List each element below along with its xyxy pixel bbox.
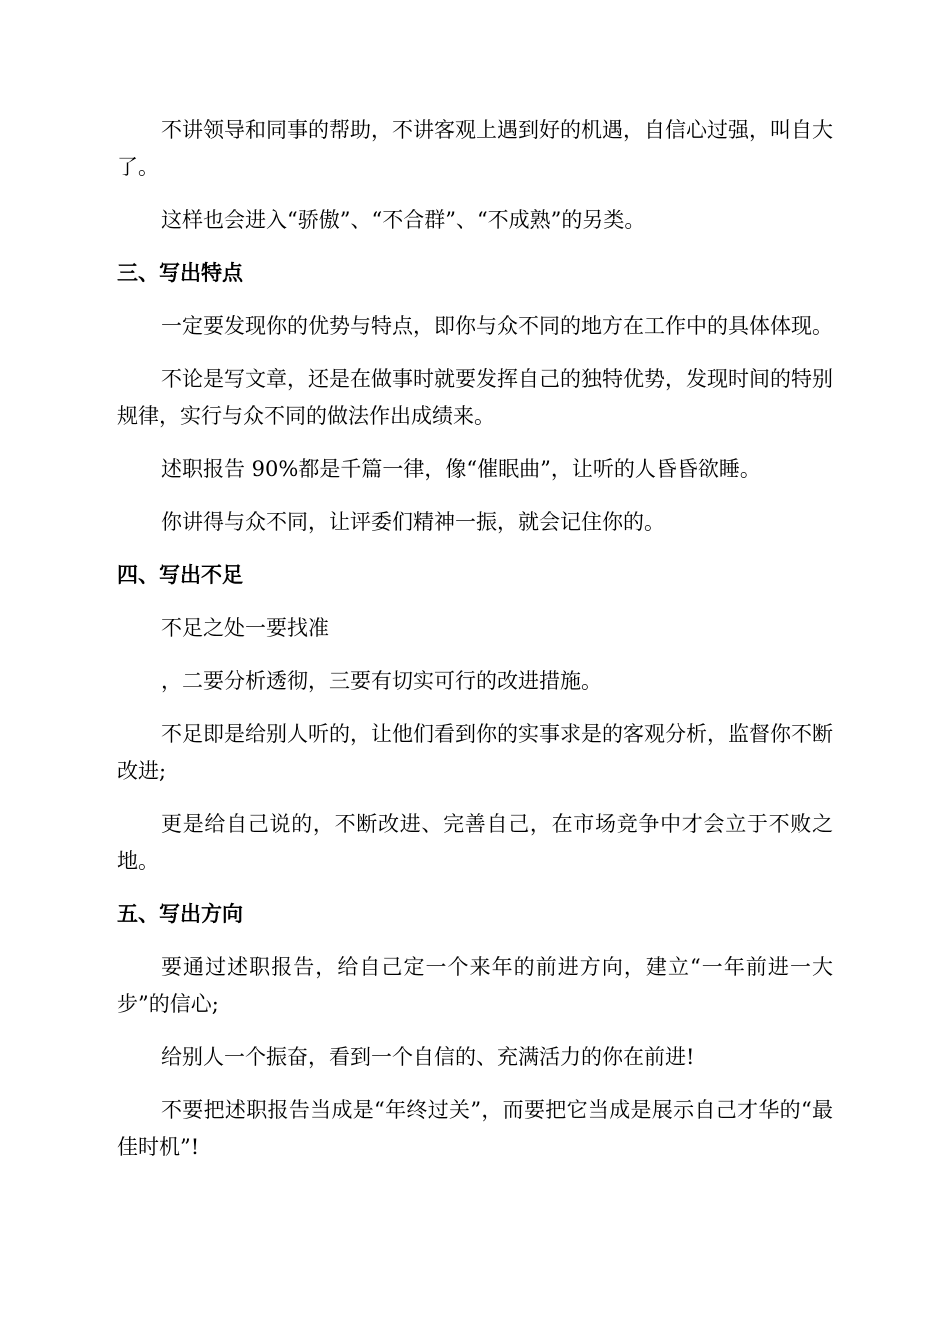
paragraph: 不要把述职报告当成是“年终过关”，而要把它当成是展示自己才华的“最佳时机”! [117,1098,833,1159]
paragraph: 你讲得与众不同，让评委们精神一振，就会记住你的。 [161,510,665,534]
section-heading: 四、写出不足 [117,563,243,587]
paragraph: 不足即是给别人听的，让他们看到你的实事求是的客观分析，监督你不断改进; [117,722,833,783]
paragraph: 不足之处一要找准 [161,616,329,640]
paragraph: 述职报告 90%都是千篇一律，像“催眠曲”，让听的人昏昏欲睡。 [161,457,761,481]
paragraph: ，二要分析透彻，三要有切实可行的改进措施。 [161,669,602,693]
paragraph: 要通过述职报告，给自己定一个来年的前进方向，建立“一年前进一大步”的信心; [117,955,833,1016]
paragraph: 更是给自己说的，不断改进、完善自己，在市场竞争中才会立于不败之地。 [117,812,833,873]
paragraph: 不论是写文章，还是在做事时就要发挥自己的独特优势，发现时间的特别规律，实行与众不同的做法作出成绩来。 [117,367,833,428]
paragraph: 这样也会进入“骄傲”、“不合群”、“不成熟”的另类。 [161,208,646,232]
paragraph: 一定要发现你的优势与特点，即你与众不同的地方在工作中的具体体现。 [161,314,833,338]
document-body [117,112,833,1166]
paragraph: 不讲领导和同事的帮助，不讲客观上遇到好的机遇，自信心过强，叫自大了。 [117,118,833,179]
section-heading: 三、写出特点 [117,261,243,285]
paragraph: 给别人一个振奋，看到一个自信的、充满活力的你在前进! [161,1045,695,1069]
section-heading: 五、写出方向 [117,902,243,926]
